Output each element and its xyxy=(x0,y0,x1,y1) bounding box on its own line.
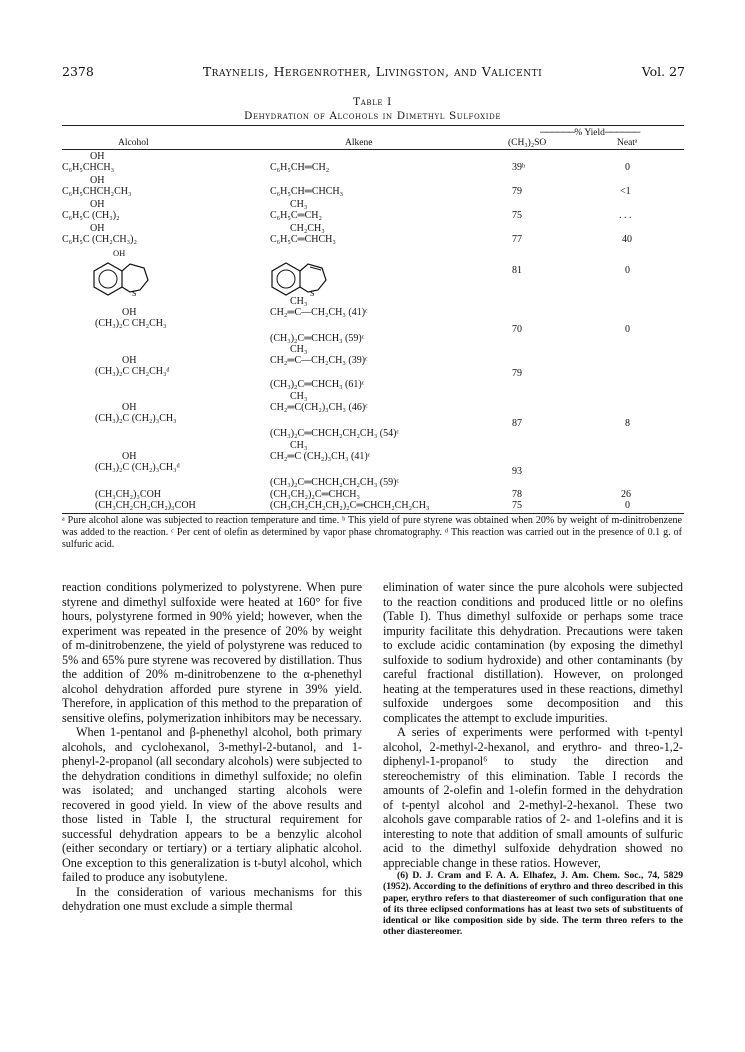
row2-alkene-branch: CH₃ xyxy=(290,199,308,210)
col-neat-header: Neatᵃ xyxy=(617,138,638,148)
row3-dmso-yield: 77 xyxy=(512,234,522,245)
row6-alkene-branch: CH₃ xyxy=(290,344,308,355)
row1-dmso-yield: 79 xyxy=(512,186,522,197)
table-label: Table I xyxy=(353,96,392,108)
row3-neat-yield: 40 xyxy=(622,234,632,245)
row2-neat-yield: . . . xyxy=(619,210,632,221)
col-alkene-header: Alkene xyxy=(345,138,373,148)
thiochromene-structure-icon xyxy=(268,258,338,300)
row9-dmso-yield: 78 xyxy=(512,489,522,500)
row4-neat-yield: 0 xyxy=(625,265,630,276)
row0-alcohol: C₆H₅CHCH₃ xyxy=(62,162,115,173)
row2-alcohol: C₆H₅C (CH₃)₂ xyxy=(62,210,120,221)
row5-alkene-1: CH₂═C—CH₂CH₃ (41)ᶜ xyxy=(270,307,368,318)
svg-text:S: S xyxy=(132,289,137,298)
row5-alcohol-oh: OH xyxy=(122,307,137,318)
left-column xyxy=(62,580,362,914)
row3-alcohol-oh: OH xyxy=(90,223,105,234)
row1-alcohol: C₆H₅CHCH₂CH₃ xyxy=(62,186,132,197)
row8-dmso-yield: 93 xyxy=(512,466,522,477)
row1-neat-yield: <1 xyxy=(620,186,631,197)
row7-neat-yield: 8 xyxy=(625,418,630,429)
left-paragraph-2: When 1-pentanol and β-phenethyl alcohol, both primary alcohols, and cyclohexanol, 3-methyl-2-butanol, and 1-phenyl-2-propanol (all secondary alcohols) were subjected to the dehydration conditions in dimethyl sulfoxide; no olefin was isolated; and unchanged starting alcohols were recovered in good yield. In view of the above results and those listed in Table I, the structural requirement for successful dehydration appears to be a benzylic alcohol (either secondary or tertiary) or a tertiary aliphatic alcohol. One exception to this generalization is t-butyl alcohol, which failed to produce any isobutylene. xyxy=(62,725,362,884)
row4-alcohol-oh: OH xyxy=(113,248,126,258)
row7-alcohol-oh: OH xyxy=(122,402,137,413)
row0-dmso-yield: 39ᵇ xyxy=(512,162,526,173)
row6-alcohol: (CH₃)₂C CH₂CH₃ᵈ xyxy=(95,366,170,377)
row7-alkene-2: (CH₃)₂C═CHCH₂CH₂CH₃ (54)ᶜ xyxy=(270,428,400,439)
right-column xyxy=(383,580,683,938)
row8-alkene-1: CH₂═C (CH₂)₃CH₃ (41)ᶜ xyxy=(270,451,371,462)
row5-alkene-branch: CH₃ xyxy=(290,296,308,307)
row7-alkene-branch: CH₃ xyxy=(290,391,308,402)
row10-neat-yield: 0 xyxy=(625,500,630,511)
row8-alkene-branch: CH₃ xyxy=(290,440,308,451)
table-bottom-rule xyxy=(62,513,684,514)
row7-alkene-1: CH₂═C(CH₂)₃CH₃ (46)ᶜ xyxy=(270,402,368,413)
row9-neat-yield: 26 xyxy=(621,489,631,500)
row5-alkene-2: (CH₃)₂C═CHCH₃ (59)ᶜ xyxy=(270,333,365,344)
row5-alcohol: (CH₃)₂C CH₂CH₃ xyxy=(95,318,167,329)
row0-alcohol-oh: OH xyxy=(90,151,105,162)
row6-alkene-2: (CH₃)₂C═CHCH₃ (61)ᶜ xyxy=(270,379,365,390)
row8-alkene-2: (CH₃)₂C═CHCH₂CH₂CH₃ (59)ᶜ xyxy=(270,477,400,488)
row0-neat-yield: 0 xyxy=(625,162,630,173)
row1-alcohol-oh: OH xyxy=(90,175,105,186)
row5-dmso-yield: 70 xyxy=(512,324,522,335)
table-footnote: ᵃ Pure alcohol alone was subjected to reaction temperature and time. ᵇ This yield of pure styrene was obtained when 20% by weight of m-dinitrobenzene was added to the reaction. ᶜ Per cent of olefin as determined by vapor phase chromatography. ᵈ This reaction was carried out in the presence of 0.1 g. of sulfuric acid. xyxy=(62,515,682,551)
table-title: Dehydration of Alcohols in Dimethyl Sulfoxide xyxy=(243,110,502,122)
row3-alkene-branch: CH₂CH₃ xyxy=(290,223,325,234)
row10-alcohol: (CH₃CH₂CH₂CH₂)₃COH xyxy=(95,500,196,511)
svg-text:S: S xyxy=(310,289,315,298)
col-dmso-header: (CH₃)₂SO xyxy=(508,138,547,148)
running-title: Traynelis, Hergenrother, Livingston, and Valicenti xyxy=(202,64,543,79)
row0-alkene: C₆H₅CH═CH₂ xyxy=(270,162,330,173)
table-header-rule xyxy=(62,149,684,150)
row2-alkene: C₆H₅C═CH₂ xyxy=(270,210,322,221)
table-top-rule xyxy=(62,125,684,126)
thiochromanol-structure-icon xyxy=(90,258,160,300)
footnote-6: (6) D. J. Cram and F. A. A. Elhafez, J. Am. Chem. Soc., 74, 5829 (1952). According to the definitions of erythro and threo described in this paper, erythro refers to that diastereomer of such configuration that one of its three eclipsed conformations has at least two sets of substituents of identical or like composition side by side. The term threo refers to the other diastereomer. xyxy=(383,870,683,938)
row8-alcohol: (CH₃)₂C (CH₂)₃CH₃ᵈ xyxy=(95,462,180,473)
row7-alcohol: (CH₃)₂C (CH₂)₃CH₃ xyxy=(95,413,177,424)
row8-alcohol-oh: OH xyxy=(122,451,137,462)
row3-alkene: C₆H₅C═CHCH₃ xyxy=(270,234,336,245)
row9-alkene: (CH₃CH₂)₂C═CHCH₃ xyxy=(270,489,360,500)
right-paragraph-2: A series of experiments were performed with t-pentyl alcohol, 2-methyl-2-hexanol, and erythro- and threo-1,2-diphenyl-1-propanol⁶ to study the direction and stereochemistry of this elimination. Table I records the amounts of 2-olefin and 1-olefin formed in the dehydration of t-pentyl alcohol and 2-methyl-2-hexanol. These two alcohols gave comparable ratios of 2- and 1-olefins and it is interesting to note that addition of small amounts of sulfuric acid to the dimethyl sulfoxide dehydration showed no appreciable change in these ratios. However, xyxy=(383,725,683,870)
row7-dmso-yield: 87 xyxy=(512,418,522,429)
row3-alcohol: C₆H₅C (CH₂CH₃)₂ xyxy=(62,234,137,245)
col-alcohol-header: Alcohol xyxy=(118,138,149,148)
yield-header: ──────% Yield────── xyxy=(540,128,640,138)
row2-dmso-yield: 75 xyxy=(512,210,522,221)
left-paragraph-3: In the consideration of various mechanisms for this dehydration one must exclude a simple thermal xyxy=(62,884,362,913)
row4-dmso-yield: 81 xyxy=(512,265,522,276)
left-paragraph-1: reaction conditions polymerized to polystyrene. When pure styrene and dimethyl sulfoxide were heated at 160° for five hours, polystyrene formed in 90% yield; however, when the experiment was repeated in the presence of 20% by weight of m-dinitrobenzene, the yield of polystyrene was reduced to 5% and 65% pure styrene was recovered by distillation. Thus the addition of 20% m-dinitrobenzene to the α-phenethyl alcohol dehydration afforded pure styrene in 39% yield. Therefore, in application of this method to the preparation of sensitive olefins, polymerization inhibitors may be necessary. xyxy=(62,580,362,725)
row9-alcohol: (CH₃CH₂)₃COH xyxy=(95,489,162,500)
row6-dmso-yield: 79 xyxy=(512,368,522,379)
row10-dmso-yield: 75 xyxy=(512,500,522,511)
page-number: 2378 xyxy=(62,64,94,79)
row5-neat-yield: 0 xyxy=(625,324,630,335)
row10-alkene: (CH₃CH₂CH₂CH₂)₂C═CHCH₂CH₂CH₃ xyxy=(270,500,430,511)
row2-alcohol-oh: OH xyxy=(90,199,105,210)
row1-alkene: C₆H₅CH═CHCH₃ xyxy=(270,186,344,197)
row6-alkene-1: CH₂═C—CH₂CH₃ (39)ᶜ xyxy=(270,355,368,366)
row6-alcohol-oh: OH xyxy=(122,355,137,366)
volume-label: Vol. 27 xyxy=(641,64,685,79)
right-paragraph-1: elimination of water since the pure alcohols were subjected to the reaction conditions and produced little or no olefins (Table I). Thus dimethyl sulfoxide or perhaps some trace impurity facilitate this dehydration. Precautions were taken to exclude acidic contamination (by exposing the dimethyl sulfoxide to sodium hydroxide) and other contaminants (by careful fractional distillation). However, on prolonged heating at the temperatures used in these reactions, dimethyl sulfoxide undergoes some decomposition and this complicates the attempt to exclude impurities. xyxy=(383,580,683,725)
